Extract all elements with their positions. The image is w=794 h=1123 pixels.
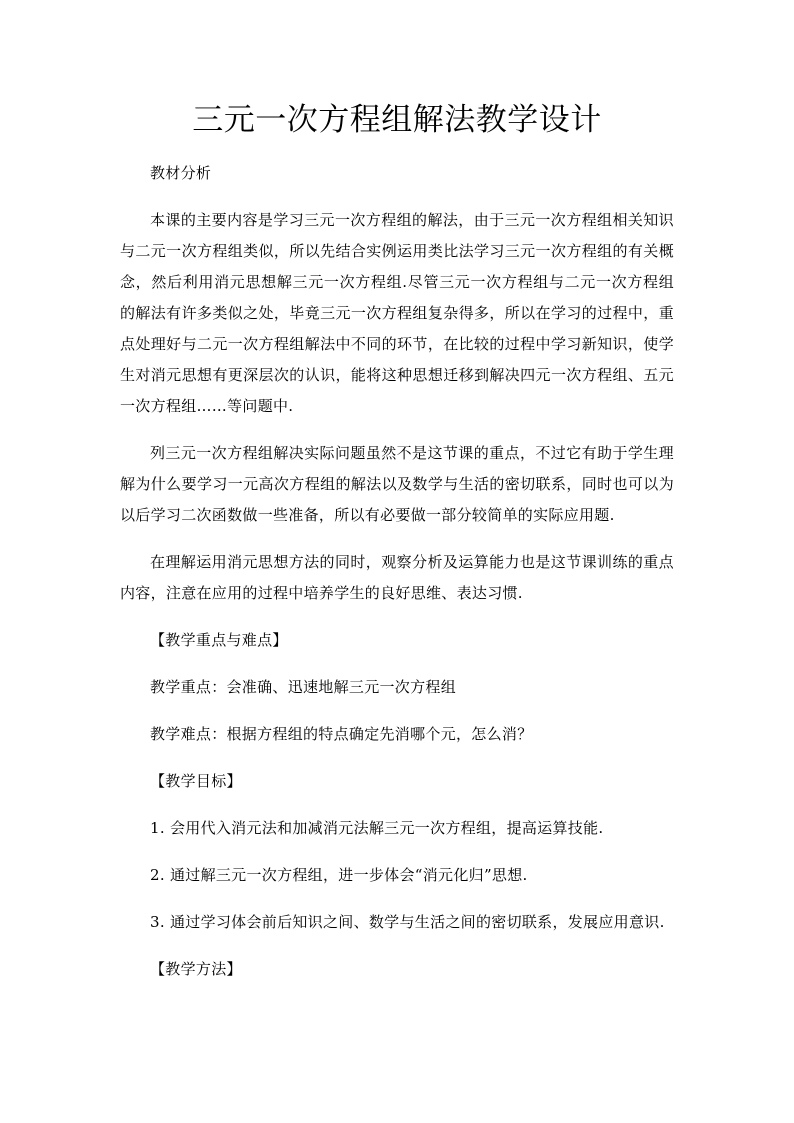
document-page [120,96,674,985]
section-heading-analysis: 教材分析 [150,164,212,182]
section-heading-key-points: 【教学重点与难点】 [150,631,288,649]
paragraph-3: 在理解运用消元思想方法的同时，观察分析及运算能力也是这节课训练的重点内容，注意在应用的过程中培养学生的良好思维、表达习惯. [120,553,674,602]
key-point-text: 教学重点：会准确、迅速地解三元一次方程组 [150,678,457,696]
difficulty-text: 教学难点：根据方程组的特点确定先消哪个元，怎么消？ [150,725,533,743]
objective-item-1: 1. 会用代入消元法和加减消元法解三元一次方程组，提高运算技能. [150,819,604,837]
document-title: 三元一次方程组解法教学设计 [192,102,602,138]
paragraph-2: 列三元一次方程组解决实际问题虽然不是这节课的重点，不过它有助于学生理解为什么要学习一元高次方程组的解法以及数学与生活的密切联系，同时也可以为以后学习二次函数做一些准备，所以有必要做一部分较简单的实际应用题. [120,444,674,524]
section-heading-objectives: 【教学目标】 [150,772,242,790]
paragraph-1: 本课的主要内容是学习三元一次方程组的解法，由于三元一次方程组相关知识与二元一次方程组类似，所以先结合实例运用类比法学习三元一次方程组的有关概念，然后利用消元思想解三元一次方程组.尽管三元一次方程组与二元一次方程组的解法有许多类似之处，毕竟三元一次方程组复杂得多，所以在学习的过程中，重点处理好与二元一次方程组解法中不同的环节，在比较的过程中学习新知识，使学生对消元思想有更深层次的认识，能将这种思想迁移到解决四元一次方程组、五元一次方程组……等问题中. [120,211,674,415]
objective-item-3: 3. 通过学习体会前后知识之间、数学与生活之间的密切联系，发展应用意识. [150,913,665,931]
section-heading-methods: 【教学方法】 [150,960,242,978]
objective-item-2: 2. 通过解三元一次方程组，进一步体会“消元化归”思想. [150,866,528,884]
